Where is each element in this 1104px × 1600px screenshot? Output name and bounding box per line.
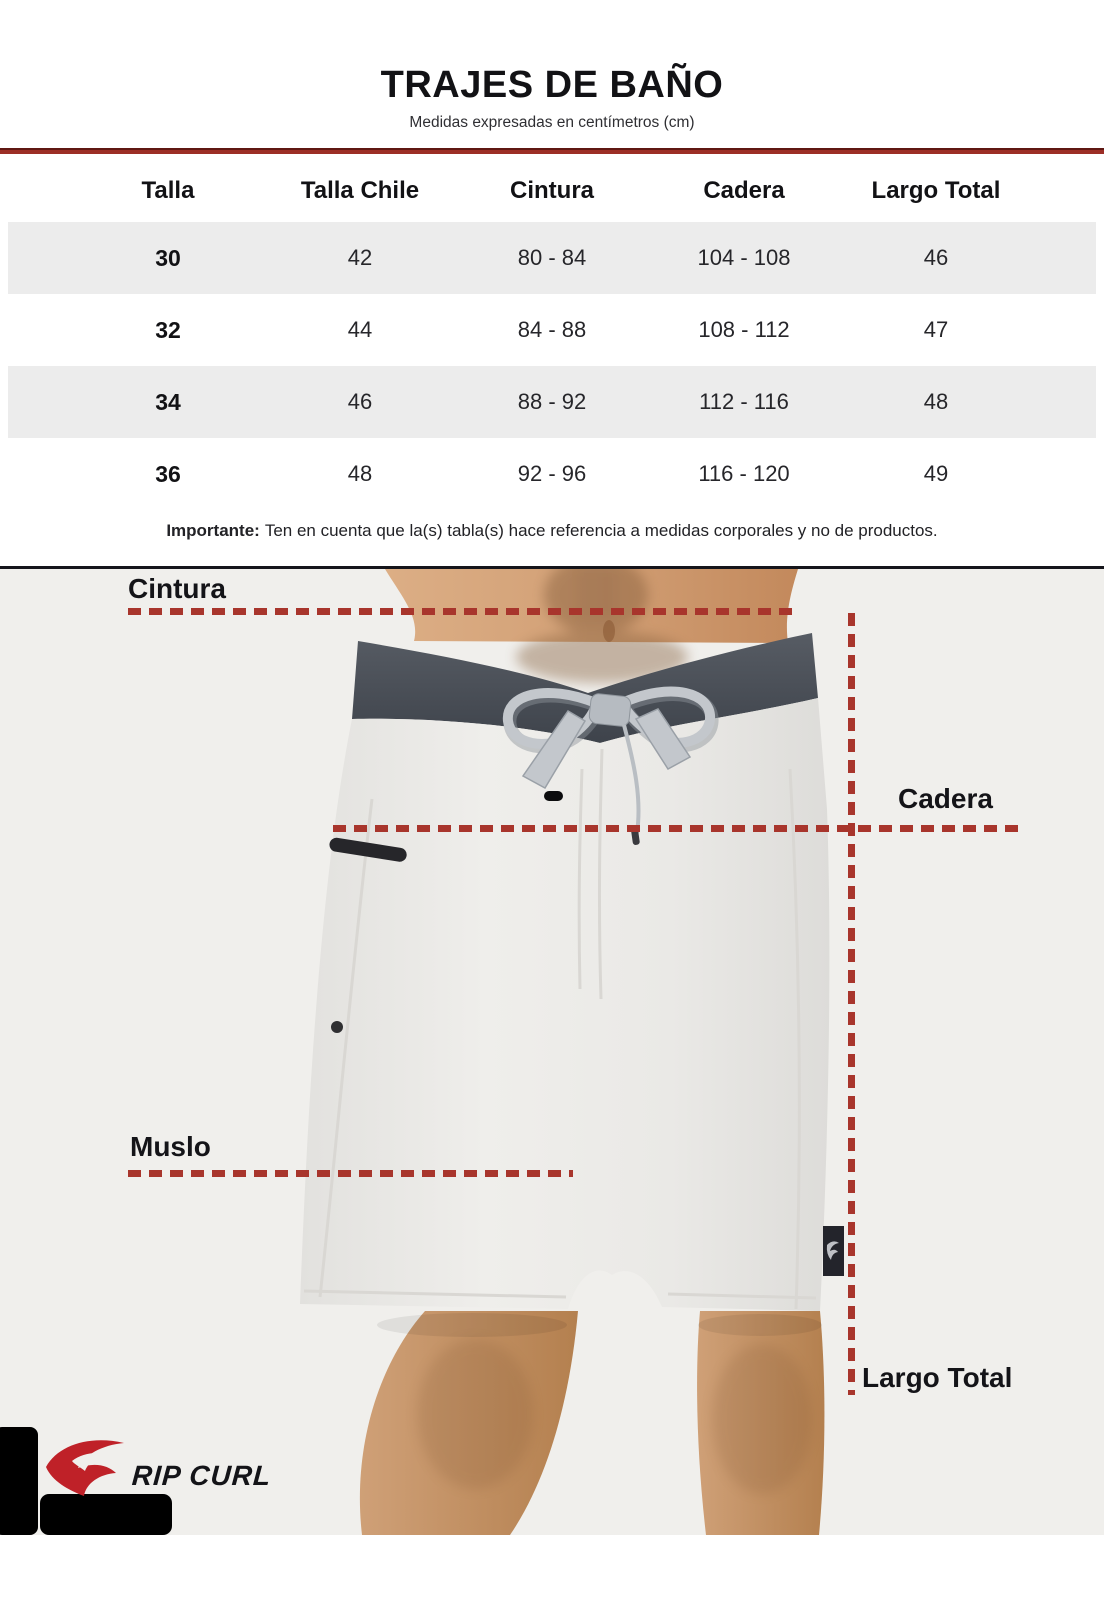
- size-table: [8, 160, 1096, 510]
- column-header-cadera: Cadera: [703, 177, 785, 204]
- page-subtitle: Medidas expresadas en centímetros (cm): [409, 114, 695, 131]
- column-header-talla: Talla: [141, 177, 195, 204]
- table-header-row: [8, 160, 1096, 222]
- table-cell: 116 - 120: [698, 461, 790, 486]
- measurement-diagram: [0, 569, 1104, 1535]
- table-cell: 42: [347, 245, 373, 270]
- table-cell: 47: [923, 317, 949, 342]
- table-cell: 92 - 96: [517, 461, 587, 486]
- table-cell: 108 - 112: [698, 317, 790, 342]
- table-row: [8, 222, 1096, 294]
- largo-total-label: Largo Total: [862, 1362, 1013, 1393]
- cadera-dash-line: [333, 825, 1018, 832]
- largo-total-dash-line: [848, 613, 855, 1395]
- muslo-label: Muslo: [130, 1131, 211, 1162]
- page-title: TRAJES DE BAÑO: [380, 64, 724, 106]
- table-cell: 46: [347, 389, 373, 414]
- column-header-cintura: Cintura: [510, 177, 594, 204]
- table-cell: 88 - 92: [517, 389, 587, 414]
- table-cell: 48: [347, 461, 373, 486]
- shorts-rivet: [331, 1021, 343, 1033]
- cadera-label: Cadera: [898, 783, 993, 814]
- column-header-talla-chile: Talla Chile: [300, 177, 420, 204]
- table-cell: 46: [923, 245, 949, 270]
- red-divider: [0, 148, 1104, 154]
- table-row: [8, 294, 1096, 366]
- table-cell: 49: [923, 461, 949, 486]
- table-cell: 30: [155, 244, 181, 271]
- muslo-dash-line: [128, 1170, 573, 1177]
- table-cell: 84 - 88: [517, 317, 587, 342]
- table-cell: 112 - 116: [699, 389, 789, 414]
- cintura-dash-line: [128, 608, 793, 615]
- important-note-text: Ten en cuenta que la(s) tabla(s) hace referencia a medidas corporales y no de productos.: [264, 521, 938, 540]
- table-cell: 32: [155, 316, 181, 343]
- shorts-shape: [300, 698, 829, 1311]
- drawstring-eyelet: [544, 791, 563, 801]
- table-cell: 34: [155, 388, 181, 415]
- important-note-label: Importante:: [166, 521, 260, 540]
- table-cell: 36: [155, 460, 181, 487]
- cintura-label: Cintura: [128, 573, 226, 604]
- important-note: [0, 521, 1104, 541]
- brand-name: RIP CURL: [130, 1460, 273, 1491]
- column-header-largo-total: Largo Total: [871, 177, 1001, 204]
- table-cell: 80 - 84: [517, 245, 587, 270]
- table-cell: 104 - 108: [697, 245, 791, 270]
- table-row: [8, 366, 1096, 438]
- table-cell: 48: [923, 389, 949, 414]
- table-row: [8, 438, 1096, 510]
- table-cell: 44: [347, 317, 373, 342]
